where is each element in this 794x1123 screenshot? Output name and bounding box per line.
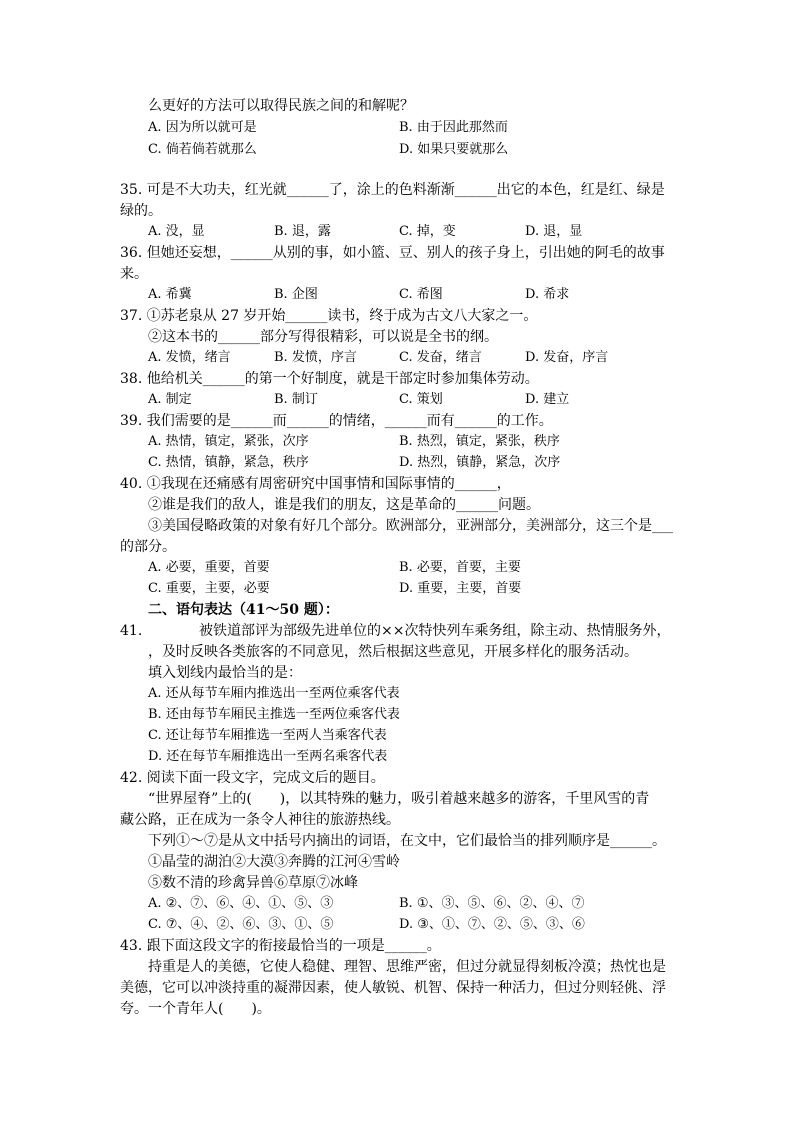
q34-option-b: B. 由于因此那然而 xyxy=(399,120,508,135)
q38-line-1: 38. 他给机关______的第一个好制度，就是干部定时参加集体劳动。 xyxy=(120,371,539,387)
q37-option-d: D. 发奋，序言 xyxy=(525,350,609,365)
q40-line-2: ②谁是我们的敌人，谁是我们的朋友，这是革命的______问题。 xyxy=(148,497,540,513)
q43-line-2: 持重是人的美德，它使人稳健、理智、思维严密，但过分就显得刻板冷漠；热忱也是 xyxy=(148,959,666,975)
q39-option-d: D. 热烈，镇静，紧急，次序 xyxy=(399,455,561,470)
q42-line-5: ①晶莹的湖泊②大漠③奔腾的江河④雪岭 xyxy=(148,854,400,870)
q40-option-b: B. 必要，首要，主要 xyxy=(399,560,521,575)
q37-option-b: B. 发愤，序言 xyxy=(274,350,357,365)
q38-option-b: B. 制订 xyxy=(274,392,318,407)
q42-line-6: ⑤数不清的珍禽异兽⑥草原⑦冰峰 xyxy=(148,875,358,891)
q35-option-b: B. 退，露 xyxy=(274,224,331,239)
q42-line-2: “世界屋脊”上的( )，以其特殊的魅力，吸引着越来越多的游客，千里风雪的青 xyxy=(148,791,650,807)
q41-line-2: ，及时反映各类旅客的不同意见，然后根据这些意见，开展多样化的服务活动。 xyxy=(148,644,638,660)
q43-line-1: 43. 跟下面这段文字的衔接最恰当的一项是______。 xyxy=(120,938,441,954)
q41-option-c: C. 还让每节车厢推选一至两人当乘客代表 xyxy=(148,728,387,743)
q41-option-a: A. 还从每节车厢内推选出一至两位乘客代表 xyxy=(148,686,400,701)
q38-option-c: C. 策划 xyxy=(399,392,443,407)
q37-line-1: 37. ①苏老泉从 27 岁开始______读书，终于成为古文八大家之一。 xyxy=(120,308,538,324)
q41-line-3: 填入划线内最恰当的是： xyxy=(148,665,302,681)
q36-option-d: D. 希求 xyxy=(525,287,570,302)
q42-option-b: B. ①、③、⑤、⑥、②、④、⑦ xyxy=(399,896,585,911)
q41-option-b: B. 还由每节车厢民主推选一至两位乘客代表 xyxy=(148,707,400,722)
q35-line-2: 绿的。 xyxy=(120,203,162,219)
q41-number: 41. xyxy=(120,623,143,639)
q37-option-c: C. 发奋，绪言 xyxy=(399,350,482,365)
q34-option-a: A. 因为所以就可是 xyxy=(148,120,257,135)
q36-line-2: 来。 xyxy=(120,266,148,282)
q35-option-d: D. 退，显 xyxy=(525,224,583,239)
q39-option-c: C. 热情，镇静，紧急，秩序 xyxy=(148,455,309,470)
q36-option-b: B. 企图 xyxy=(274,287,318,302)
q41-option-d: D. 还在每节车厢推选出一至两名乘客代表 xyxy=(148,749,388,764)
q34-stem-tail: 么更好的方法可以取得民族之间的和解呢？ xyxy=(148,98,414,114)
q42-line-4: 下列①～⑦是从文中括号内摘出的词语，在文中，它们最恰当的排列顺序是______。 xyxy=(148,833,666,849)
q40-option-c: C. 重要，主要，必要 xyxy=(148,581,270,596)
q36-option-c: C. 希图 xyxy=(399,287,443,302)
q34-option-d: D. 如果只要就那么 xyxy=(399,142,509,157)
q39-option-b: B. 热烈，镇定，紧张，秩序 xyxy=(399,434,560,449)
q37-option-a: A. 发愤，绪言 xyxy=(148,350,231,365)
q39-line-1: 39. 我们需要的是______而______的情绪，______而有______的工作。 xyxy=(120,413,553,429)
q36-option-a: A. 希冀 xyxy=(148,287,192,302)
q40-line-1: 40. ①我现在还痛感有周密研究中国事情和国际事情的______， xyxy=(120,476,511,492)
q37-line-2: ②这本书的______部分写得很精彩，可以说是全书的纲。 xyxy=(148,329,498,345)
q42-option-a: A. ②、⑦、⑥、④、①、⑤、③ xyxy=(148,896,334,911)
q42-line-3: 藏公路，正在成为一条令人神往的旅游热线。 xyxy=(120,812,400,828)
q36-line-1: 36. 但她还妄想，______从别的事，如小篮、豆、别人的孩子身上，引出她的阿毛的故事 xyxy=(120,245,665,261)
q42-option-d: D. ③、①、⑦、②、⑤、③、⑥ xyxy=(399,917,585,932)
section-heading: 二、语句表达（41～50 题）： xyxy=(148,602,339,618)
q43-line-3: 美德，它可以冲淡持重的凝滞因素，使人敏锐、机智、保持一种活力，但过分则轻佻、浮 xyxy=(120,980,666,996)
q40-option-d: D. 重要，主要，首要 xyxy=(399,581,522,596)
q40-option-a: A. 必要，重要，首要 xyxy=(148,560,270,575)
q35-line-1: 35. 可是不大功夫，红光就______了，涂上的色料渐渐______出它的本色，红是红、绿是 xyxy=(120,182,665,198)
q35-option-a: A. 没，显 xyxy=(148,224,205,239)
q42-line-1: 42. 阅读下面一段文字，完成文后的题目。 xyxy=(120,770,385,786)
q38-option-a: A. 制定 xyxy=(148,392,192,407)
q43-line-4: 夸。一个青年人( )。 xyxy=(120,1001,271,1017)
q40-line-4: 的部分。 xyxy=(120,539,176,555)
q39-option-a: A. 热情，镇定，紧张，次序 xyxy=(148,434,309,449)
q42-option-c: C. ⑦、④、②、⑥、③、①、⑤ xyxy=(148,917,334,932)
q41-line-1: 被铁道部评为部级先进单位的××次特快列车乘务组，除主动、热情服务外， xyxy=(199,623,671,639)
q34-option-c: C. 倘若倘若就那么 xyxy=(148,142,257,157)
q35-option-c: C. 掉，变 xyxy=(399,224,456,239)
q40-line-3: ③美国侵略政策的对象有好几个部分。欧洲部分，亚洲部分，美洲部分，这三个是___ xyxy=(148,518,673,534)
q38-option-d: D. 建立 xyxy=(525,392,570,407)
